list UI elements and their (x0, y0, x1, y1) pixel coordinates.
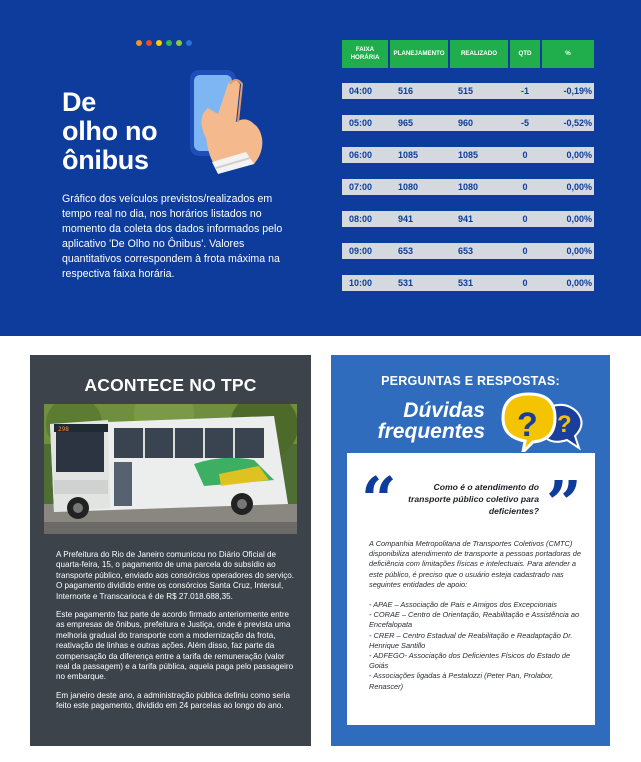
title-line-2: olho no (62, 116, 158, 146)
cell-planned: 1085 (398, 150, 419, 160)
header-qty: QTD (510, 40, 540, 68)
header-realized: REALIZADO (450, 40, 508, 68)
cell-realized: 515 (458, 86, 474, 96)
table-header (342, 40, 594, 68)
cell-realized: 653 (458, 246, 474, 256)
table-row (342, 147, 594, 163)
cell-qty: 0 (522, 182, 528, 192)
svg-text:298: 298 (58, 426, 69, 433)
cell-percent: 0,00% (566, 150, 592, 160)
cell-percent: -0,52% (563, 118, 592, 128)
faq-answer (369, 539, 581, 692)
cell-qty: 0 (522, 278, 528, 288)
fleet-table (342, 40, 594, 288)
faq-heading: PERGUNTAS E RESPOSTAS: (381, 374, 560, 388)
cell-time-slot: 06:00 (349, 150, 373, 160)
cell-time-slot: 10:00 (349, 278, 373, 288)
cell-realized: 1080 (458, 182, 479, 192)
cell-qty: 0 (522, 214, 528, 224)
cell-realized: 941 (458, 214, 474, 224)
header-planned: PLANEJAMENTO (390, 40, 448, 68)
faq-panel (331, 355, 610, 746)
table-row (342, 243, 594, 259)
cell-planned: 941 (398, 214, 414, 224)
table-row (342, 179, 594, 195)
list-item: - ADFEGO- Associação dos Deficientes Físicos do Estado de Goiás (369, 651, 571, 671)
cell-qty: -1 (520, 86, 529, 96)
title-line-1: De (62, 87, 96, 117)
news-body (56, 550, 299, 720)
cell-planned: 653 (398, 246, 414, 256)
cell-realized: 1085 (458, 150, 479, 160)
list-item: - CORAE – Centro de Orientação, Reabilitação e Assistência ao Encefalopata (369, 610, 580, 630)
news-paragraph-3: Em janeiro deste ano, a administração pública definiu como seria feito este pagamento, dividido em 24 parcelas ao longo do ano. (56, 690, 290, 711)
cell-time-slot: 04:00 (349, 86, 373, 96)
dot-blue (186, 40, 192, 46)
cell-planned: 516 (398, 86, 414, 96)
cell-percent: 0,00% (566, 278, 592, 288)
list-item: - CRER – Centro Estadual de Reabilitação e Readaptação Dr. Henrique Santillo (369, 630, 573, 650)
close-quote-icon: ” (546, 467, 582, 540)
city-bus-photo (44, 404, 297, 534)
dot-green (166, 40, 172, 46)
cell-percent: 0,00% (566, 246, 592, 256)
list-item: - APAE – Associação de Pais e Amigos dos Excepcionais (369, 600, 558, 610)
faq-title-line-1: Dúvidas (403, 399, 485, 422)
faq-card (347, 453, 595, 725)
cell-qty: 0 (522, 150, 528, 160)
entity-list (369, 600, 581, 692)
svg-text:?: ? (517, 406, 538, 444)
header-time-slot: FAIXA HORÁRIA (342, 40, 388, 68)
cell-realized: 960 (458, 118, 474, 128)
cell-planned: 965 (398, 118, 414, 128)
faq-question: Como é o atendimento do transporte público coletivo para deficientes? (408, 482, 539, 516)
news-paragraph-1: A Prefeitura do Rio de Janeiro comunicou no Diário Oficial de quarta-feira, 15, o pagamento de uma parcela do subsídio ao transporte público, enviado aos consórcios operadores do serviço. O pagamento dividido entre os consórcios Santa Cruz, Intersul, Internorte e Transcarioca é de R$ 27.018.688,35. (56, 550, 295, 601)
news-title: ACONTECE NO TPC (84, 375, 257, 395)
cell-qty: -5 (520, 118, 529, 128)
news-paragraph-2: Este pagamento faz parte de acordo firmado anteriormente entre as empresas de ônibus, prefeitura e Justiça, onde é prevista uma melhoria gradual do transporte com a modernização da frota, reativação de linhas e outras ações. Além disso, faz parte da compensação da diferença entre a tarifa de remuneração (valor real da passagem) e a tarifa pública, aquela paga pelo passageiro no embarque. (56, 610, 294, 682)
cell-time-slot: 08:00 (349, 214, 373, 224)
cell-percent: 0,00% (566, 214, 592, 224)
cell-planned: 531 (398, 278, 414, 288)
ontime-banner (0, 0, 641, 336)
cell-planned: 1080 (398, 182, 419, 192)
page-title (62, 88, 157, 175)
open-quote-icon: “ (361, 463, 397, 536)
table-row (342, 275, 594, 291)
cell-time-slot: 09:00 (349, 246, 373, 256)
title-line-3: ônibus (62, 145, 149, 175)
table-row (342, 211, 594, 227)
cell-time-slot: 07:00 (349, 182, 373, 192)
color-dots (136, 40, 192, 46)
chart-description: Gráfico dos veículos previstos/realizados em tempo real no dia, nos horários listados no momento da coleta dos dados informados pelo aplicativo 'De Olho no Ônibus'. Valores quantitativos correspondem à frota máxima na respectiva faixa horária. (62, 193, 283, 280)
faq-answer-intro: A Companhia Metropolitana de Transportes Coletivos (CMTC) disponibiliza atendimento de transporte a pessoas portadoras de deficiência com limitações físicas e intelectuais. Para atender a este público, é preciso que o usuário esteja cadastrado nas seguintes entidades de apoio: (369, 539, 582, 589)
hand-phone-icon (172, 66, 282, 176)
cell-realized: 531 (458, 278, 474, 288)
faq-title (357, 400, 485, 442)
question-bubbles-icon (497, 390, 589, 452)
dot-red (146, 40, 152, 46)
dot-yellow (156, 40, 162, 46)
table-row (342, 115, 594, 131)
cell-qty: 0 (522, 246, 528, 256)
list-item: - Associações ligadas à Pestalozzi (Peter Pan, Prolabor, Renascer) (369, 671, 554, 691)
dot-orange (136, 40, 142, 46)
table-row (342, 83, 594, 99)
svg-text:?: ? (557, 411, 572, 438)
cell-percent: 0,00% (566, 182, 592, 192)
cell-percent: -0,19% (563, 86, 592, 96)
faq-title-line-2: frequentes (377, 420, 485, 443)
news-panel (30, 355, 311, 746)
cell-time-slot: 05:00 (349, 118, 373, 128)
header-percent: % (542, 40, 594, 68)
dot-lightgreen (176, 40, 182, 46)
